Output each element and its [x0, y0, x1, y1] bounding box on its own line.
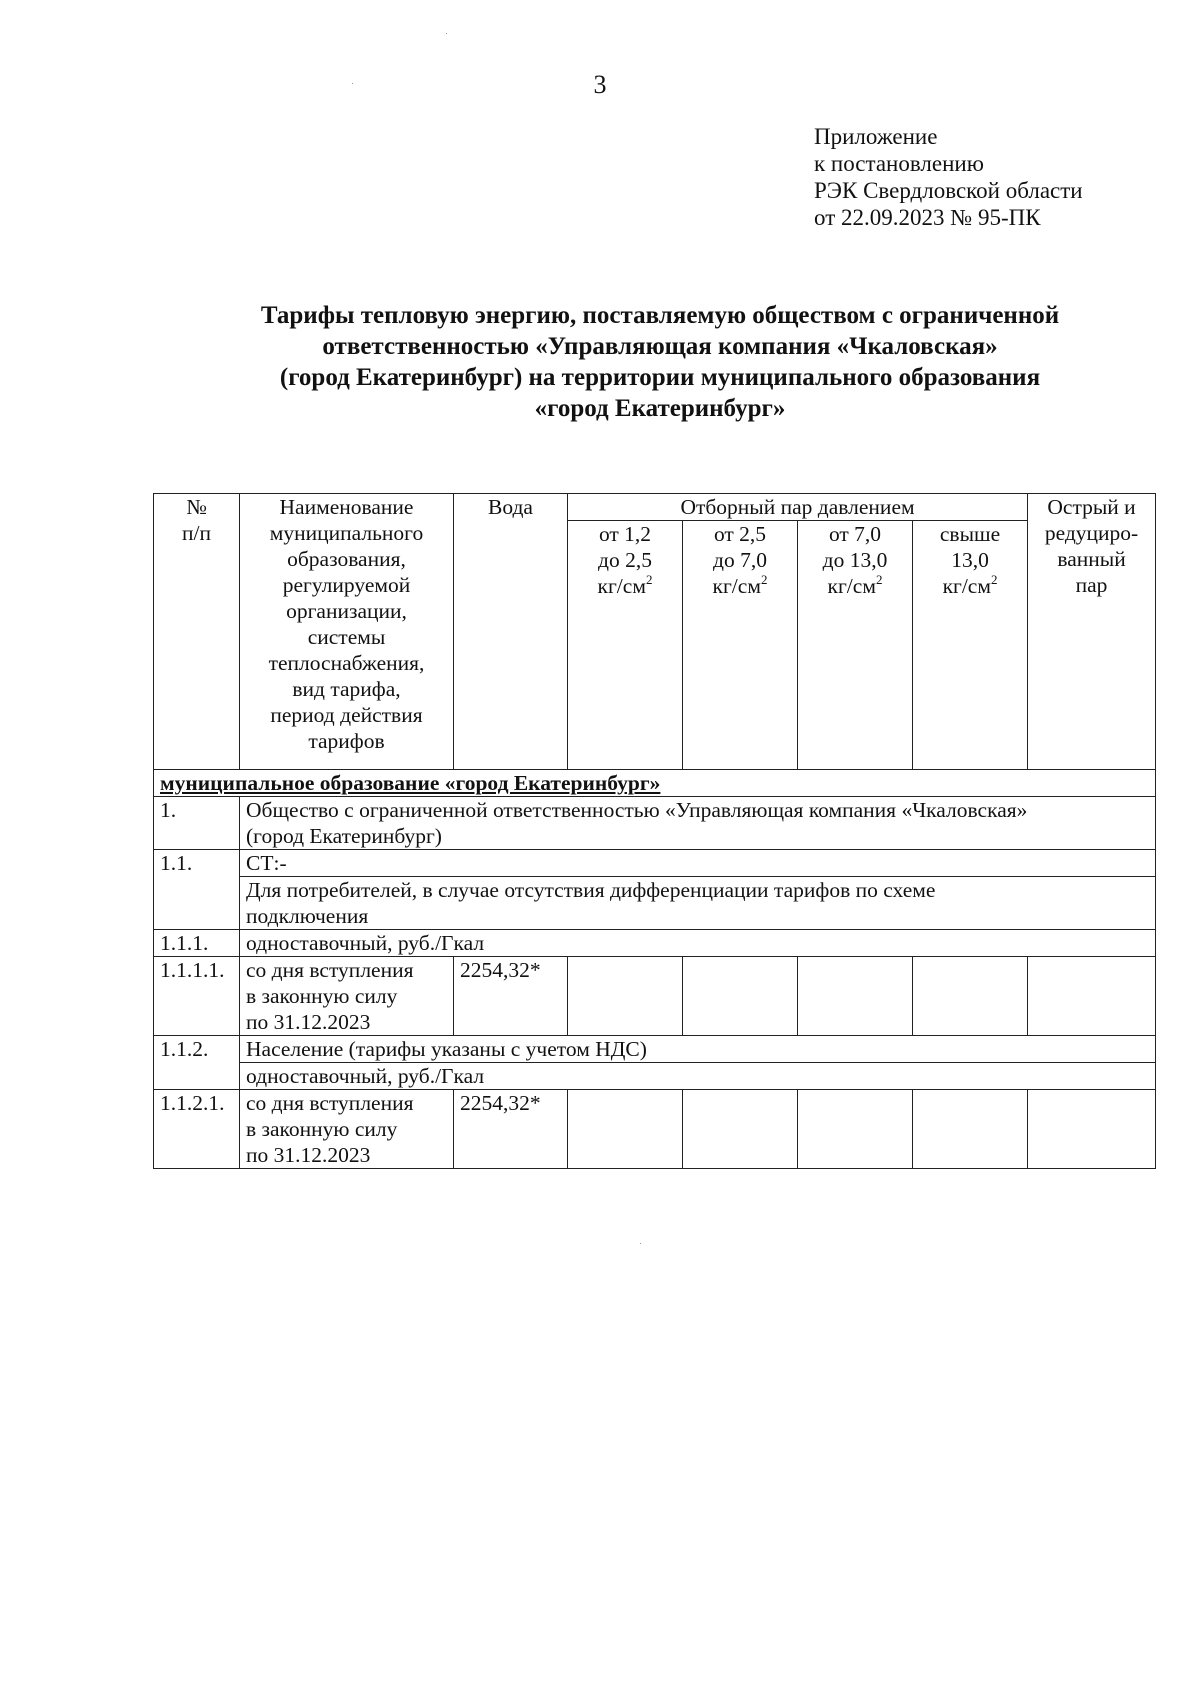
- table-row: [154, 1090, 1156, 1169]
- row-text-line: подключения: [246, 904, 369, 928]
- appendix-block: [814, 123, 1083, 231]
- steam-col-line: до 7,0: [713, 548, 767, 572]
- scan-speck: [352, 83, 353, 84]
- row-water-value: 2254,32*: [454, 957, 568, 1036]
- row-text: одноставочный, руб./Гкал: [240, 930, 1156, 957]
- section-row: [154, 770, 1156, 797]
- empty-cell: [1028, 957, 1156, 1036]
- steam-col-line: свыше: [939, 522, 1001, 546]
- title-line: ответственностью «Управляющая компания «Чкаловская»: [322, 333, 998, 360]
- table-row: [154, 1063, 1156, 1090]
- row-text-line: (город Екатеринбург): [246, 824, 442, 848]
- header-name-line: Наименование: [279, 495, 414, 519]
- table-row: [154, 797, 1156, 850]
- row-text: Население (тарифы указаны с учетом НДС): [240, 1036, 1156, 1063]
- header-steam-col: [683, 521, 798, 770]
- header-steam-col: [798, 521, 913, 770]
- page-number: 3: [593, 70, 607, 99]
- row-num: 1.1.2.1.: [154, 1090, 240, 1169]
- title-line: «город Екатеринбург»: [534, 395, 786, 422]
- header-num-line: п/п: [182, 521, 211, 545]
- row-text: [240, 877, 1156, 930]
- title-line: Тарифы тепловую энергию, поставляемую обществом с ограниченной: [260, 302, 1060, 329]
- header-name-line: системы: [307, 625, 386, 649]
- steam-col-line: от 7,0: [828, 522, 882, 546]
- row-text: [240, 797, 1156, 850]
- row-period: [240, 1090, 454, 1169]
- steam-col-unit: $кг/см^2$: [942, 572, 998, 598]
- empty-cell: [1028, 1090, 1156, 1169]
- empty-cell: [683, 957, 798, 1036]
- steam-col-line: от 1,2: [598, 522, 652, 546]
- empty-cell: [683, 1090, 798, 1169]
- header-num-line: №: [186, 495, 207, 519]
- table-row: [154, 850, 1156, 877]
- header-name-line: организации,: [286, 599, 407, 623]
- period-line: в законную силу: [246, 1117, 398, 1141]
- row-text: СТ:-: [240, 850, 1156, 877]
- appendix-line: к постановлению: [814, 151, 984, 176]
- row-text: одноставочный, руб./Гкал: [240, 1063, 1156, 1090]
- header-steam-col: [568, 521, 683, 770]
- steam-col-unit: $кг/см^2$: [827, 572, 883, 598]
- header-steam-col: [913, 521, 1028, 770]
- header-row: [154, 494, 1156, 521]
- period-line: по 31.12.2023: [246, 1010, 371, 1034]
- empty-cell: [568, 957, 683, 1036]
- scan-speck: [640, 1243, 641, 1244]
- appendix-line: Приложение: [814, 124, 938, 149]
- table-row: [154, 1036, 1156, 1063]
- header-sharp-line: пар: [1075, 573, 1108, 597]
- steam-col-unit: $кг/см^2$: [597, 572, 653, 598]
- table-row: [154, 957, 1156, 1036]
- header-sharp-line: ванный: [1057, 547, 1126, 571]
- period-line: со дня вступления: [246, 958, 414, 982]
- period-line: в законную силу: [246, 984, 398, 1008]
- appendix-line: от 22.09.2023 № 95-ПК: [814, 205, 1041, 230]
- empty-cell: [913, 1090, 1028, 1169]
- header-name-line: период действия: [270, 703, 423, 727]
- header-name-line: вид тарифа,: [292, 677, 401, 701]
- title-line: (город Екатеринбург) на территории муниципального образования: [279, 364, 1041, 391]
- row-water-value: 2254,32*: [454, 1090, 568, 1169]
- steam-col-line: от 2,5: [713, 522, 767, 546]
- empty-cell: [913, 957, 1028, 1036]
- row-text-line: Общество с ограниченной ответственностью «Управляющая компания «Чкаловская»: [246, 798, 1028, 822]
- header-name-line: образования,: [287, 547, 406, 571]
- steam-col-line: до 13,0: [822, 548, 888, 572]
- empty-cell: [798, 957, 913, 1036]
- row-num: 1.: [154, 797, 240, 850]
- row-num: 1.1.1.: [154, 930, 240, 957]
- table-row: [154, 930, 1156, 957]
- header-num: [154, 494, 240, 770]
- empty-cell: [568, 1090, 683, 1169]
- empty-cell: [798, 1090, 913, 1169]
- appendix-line: РЭК Свердловской области: [814, 178, 1083, 203]
- header-sharp-steam: [1028, 494, 1156, 770]
- document-title: [160, 300, 1160, 424]
- steam-col-line: до 2,5: [598, 548, 652, 572]
- row-num: 1.1.: [154, 850, 240, 930]
- header-name: [240, 494, 454, 770]
- header-name-line: муниципального: [269, 521, 424, 545]
- row-text-line: Для потребителей, в случае отсутствия дифференциации тарифов по схеме: [246, 878, 936, 902]
- header-name-line: теплоснабжения,: [268, 651, 425, 675]
- row-num: 1.1.1.1.: [154, 957, 240, 1036]
- steam-col-unit: $кг/см^2$: [712, 572, 768, 598]
- header-steam-group: Отборный пар давлением: [568, 494, 1028, 521]
- header-sharp-line: редуциро-: [1044, 521, 1139, 545]
- row-period: [240, 957, 454, 1036]
- header-name-line: регулируемой: [282, 573, 411, 597]
- scan-speck: [446, 33, 447, 34]
- table-row: [154, 877, 1156, 930]
- header-name-line: тарифов: [308, 729, 385, 753]
- tariff-table: [153, 493, 1156, 1169]
- header-water: Вода: [454, 494, 568, 770]
- section-title: муниципальное образование «город Екатеринбург»: [154, 770, 1156, 797]
- steam-col-line: 13,0: [951, 548, 989, 572]
- period-line: со дня вступления: [246, 1091, 414, 1115]
- row-num: 1.1.2.: [154, 1036, 240, 1090]
- header-sharp-line: Острый и: [1047, 495, 1136, 519]
- period-line: по 31.12.2023: [246, 1143, 371, 1167]
